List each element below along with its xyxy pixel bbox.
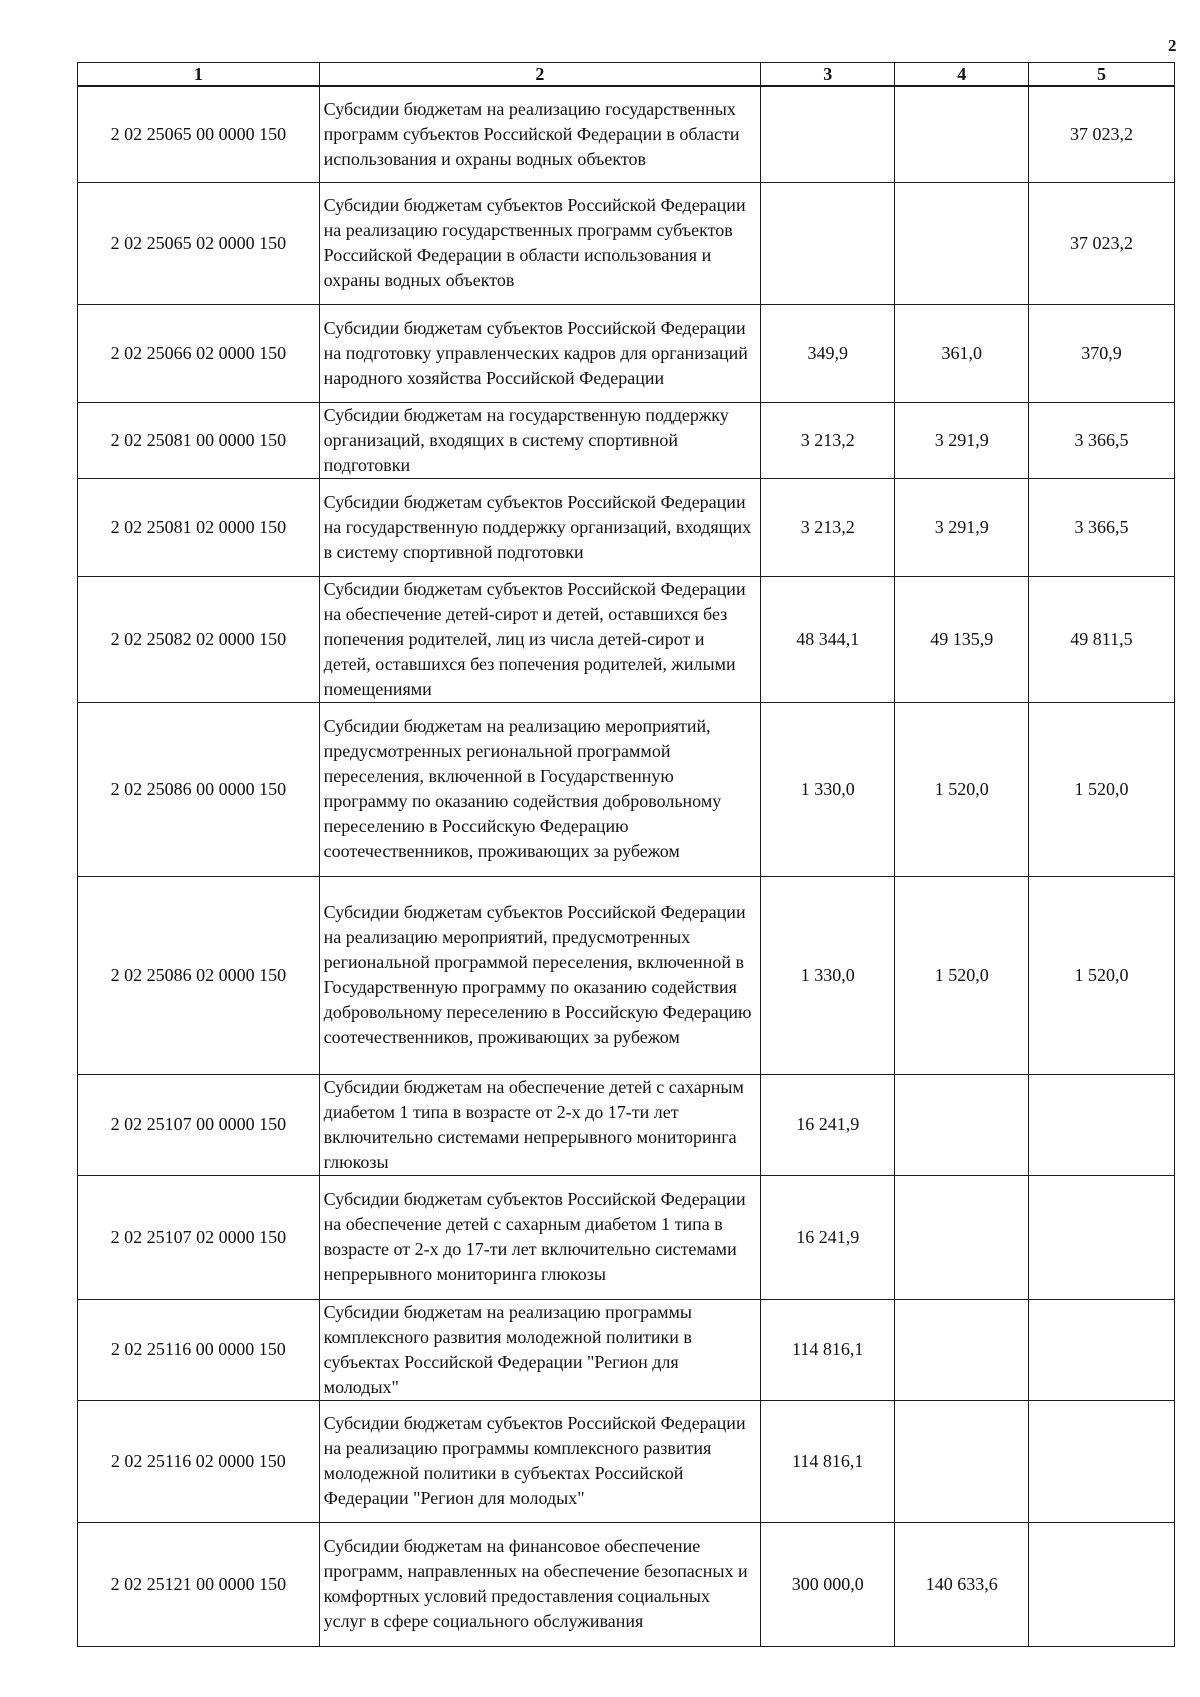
row-value-col4: 49 135,9 [895, 576, 1028, 702]
row-value-col5: 37 023,2 [1028, 182, 1174, 304]
table-row [78, 478, 1175, 576]
row-value-col5 [1028, 1400, 1174, 1522]
row-value-col3: 3 213,2 [760, 478, 894, 576]
row-name: Субсидии бюджетам субъектов Российской Федерации на реализацию государственных программ субъектов Российской Федерации в области использования и охраны водных объектов [319, 182, 760, 304]
header-col-3: 3 [760, 63, 894, 87]
table-row [78, 1522, 1175, 1646]
row-code: 2 02 25066 02 0000 150 [78, 304, 320, 402]
row-value-col5 [1028, 1299, 1174, 1400]
row-value-col3: 114 816,1 [760, 1299, 894, 1400]
row-value-col3: 16 241,9 [760, 1074, 894, 1175]
row-value-col4 [895, 1299, 1028, 1400]
row-value-col5 [1028, 1175, 1174, 1299]
row-value-col4 [895, 86, 1028, 182]
row-value-col4 [895, 1175, 1028, 1299]
row-name: Субсидии бюджетам на реализацию программы комплексного развития молодежной политики в субъектах Российской Федерации "Регион для молодых" [319, 1299, 760, 1400]
row-name: Субсидии бюджетам на реализацию государственных программ субъектов Российской Федерации в области использования и охраны водных объектов [319, 86, 760, 182]
row-value-col5 [1028, 1074, 1174, 1175]
row-value-col3: 3 213,2 [760, 402, 894, 478]
header-col-5: 5 [1028, 63, 1174, 87]
row-name: Субсидии бюджетам субъектов Российской Федерации на реализацию программы комплексного развития молодежной политики в субъектах Российской Федерации "Регион для молодых" [319, 1400, 760, 1522]
header-row [78, 63, 1175, 87]
header-col-4: 4 [895, 63, 1028, 87]
row-value-col4 [895, 1400, 1028, 1522]
row-value-col4: 1 520,0 [895, 876, 1028, 1074]
row-value-col5: 370,9 [1028, 304, 1174, 402]
row-code: 2 02 25116 00 0000 150 [78, 1299, 320, 1400]
row-name: Субсидии бюджетам на обеспечение детей с сахарным диабетом 1 типа в возрасте от 2-х до 17-ти лет включительно системами непрерывного мониторинга глюкозы [319, 1074, 760, 1175]
row-code: 2 02 25116 02 0000 150 [78, 1400, 320, 1522]
row-code: 2 02 25107 00 0000 150 [78, 1074, 320, 1175]
row-name: Субсидии бюджетам на финансовое обеспечение программ, направленных на обеспечение безопасных и комфортных условий предоставления социальных услуг в сфере социального обслуживания [319, 1522, 760, 1646]
table-row [78, 1175, 1175, 1299]
table-row [78, 182, 1175, 304]
table-row [78, 86, 1175, 182]
table-row [78, 576, 1175, 702]
row-value-col4: 3 291,9 [895, 478, 1028, 576]
row-code: 2 02 25086 02 0000 150 [78, 876, 320, 1074]
row-value-col4: 1 520,0 [895, 702, 1028, 876]
row-name: Субсидии бюджетам субъектов Российской Федерации на реализацию мероприятий, предусмотренных региональной программой переселения, включенной в Государственную программу по оказанию содействия добровольному переселению в Российскую Федерацию соотечественников, проживающих за рубежом [319, 876, 760, 1074]
row-value-col3 [760, 182, 894, 304]
page-number: 2 [1168, 36, 1177, 55]
table-row [78, 402, 1175, 478]
table-row [78, 304, 1175, 402]
row-value-col4: 140 633,6 [895, 1522, 1028, 1646]
row-code: 2 02 25081 00 0000 150 [78, 402, 320, 478]
row-code: 2 02 25086 00 0000 150 [78, 702, 320, 876]
header-col-2: 2 [319, 63, 760, 87]
row-value-col4: 361,0 [895, 304, 1028, 402]
row-value-col4: 3 291,9 [895, 402, 1028, 478]
row-value-col5: 37 023,2 [1028, 86, 1174, 182]
row-value-col3: 300 000,0 [760, 1522, 894, 1646]
row-value-col4 [895, 1074, 1028, 1175]
budget-table [77, 62, 1175, 1647]
row-value-col3: 349,9 [760, 304, 894, 402]
row-name: Субсидии бюджетам субъектов Российской Федерации на обеспечение детей-сирот и детей, оставшихся без попечения родителей, лиц из числа детей-сирот и детей, оставшихся без попечения родителей, жилыми помещениями [319, 576, 760, 702]
row-code: 2 02 25121 00 0000 150 [78, 1522, 320, 1646]
row-value-col4 [895, 182, 1028, 304]
row-name: Субсидии бюджетам субъектов Российской Федерации на подготовку управленческих кадров для организаций народного хозяйства Российской Федерации [319, 304, 760, 402]
row-code: 2 02 25107 02 0000 150 [78, 1175, 320, 1299]
row-value-col5: 49 811,5 [1028, 576, 1174, 702]
row-code: 2 02 25065 02 0000 150 [78, 182, 320, 304]
row-value-col5: 3 366,5 [1028, 402, 1174, 478]
row-value-col5: 1 520,0 [1028, 702, 1174, 876]
table-row [78, 1400, 1175, 1522]
row-code: 2 02 25081 02 0000 150 [78, 478, 320, 576]
row-value-col3: 114 816,1 [760, 1400, 894, 1522]
table-row [78, 1299, 1175, 1400]
row-code: 2 02 25065 00 0000 150 [78, 86, 320, 182]
table-row [78, 876, 1175, 1074]
row-name: Субсидии бюджетам субъектов Российской Федерации на государственную поддержку организаций, входящих в систему спортивной подготовки [319, 478, 760, 576]
row-value-col5: 1 520,0 [1028, 876, 1174, 1074]
row-value-col3 [760, 86, 894, 182]
header-col-1: 1 [78, 63, 320, 87]
table-row [78, 702, 1175, 876]
row-value-col3: 1 330,0 [760, 876, 894, 1074]
row-value-col5 [1028, 1522, 1174, 1646]
row-value-col3: 1 330,0 [760, 702, 894, 876]
row-value-col3: 16 241,9 [760, 1175, 894, 1299]
row-value-col3: 48 344,1 [760, 576, 894, 702]
row-name: Субсидии бюджетам на реализацию мероприятий, предусмотренных региональной программой переселения, включенной в Государственную программу по оказанию содействия добровольному переселению в Российскую Федерацию соотечественников, проживающих за рубежом [319, 702, 760, 876]
row-value-col5: 3 366,5 [1028, 478, 1174, 576]
row-name: Субсидии бюджетам на государственную поддержку организаций, входящих в систему спортивной подготовки [319, 402, 760, 478]
row-code: 2 02 25082 02 0000 150 [78, 576, 320, 702]
table-row [78, 1074, 1175, 1175]
row-name: Субсидии бюджетам субъектов Российской Федерации на обеспечение детей с сахарным диабетом 1 типа в возрасте от 2-х до 17-ти лет включительно системами непрерывного мониторинга глюкозы [319, 1175, 760, 1299]
